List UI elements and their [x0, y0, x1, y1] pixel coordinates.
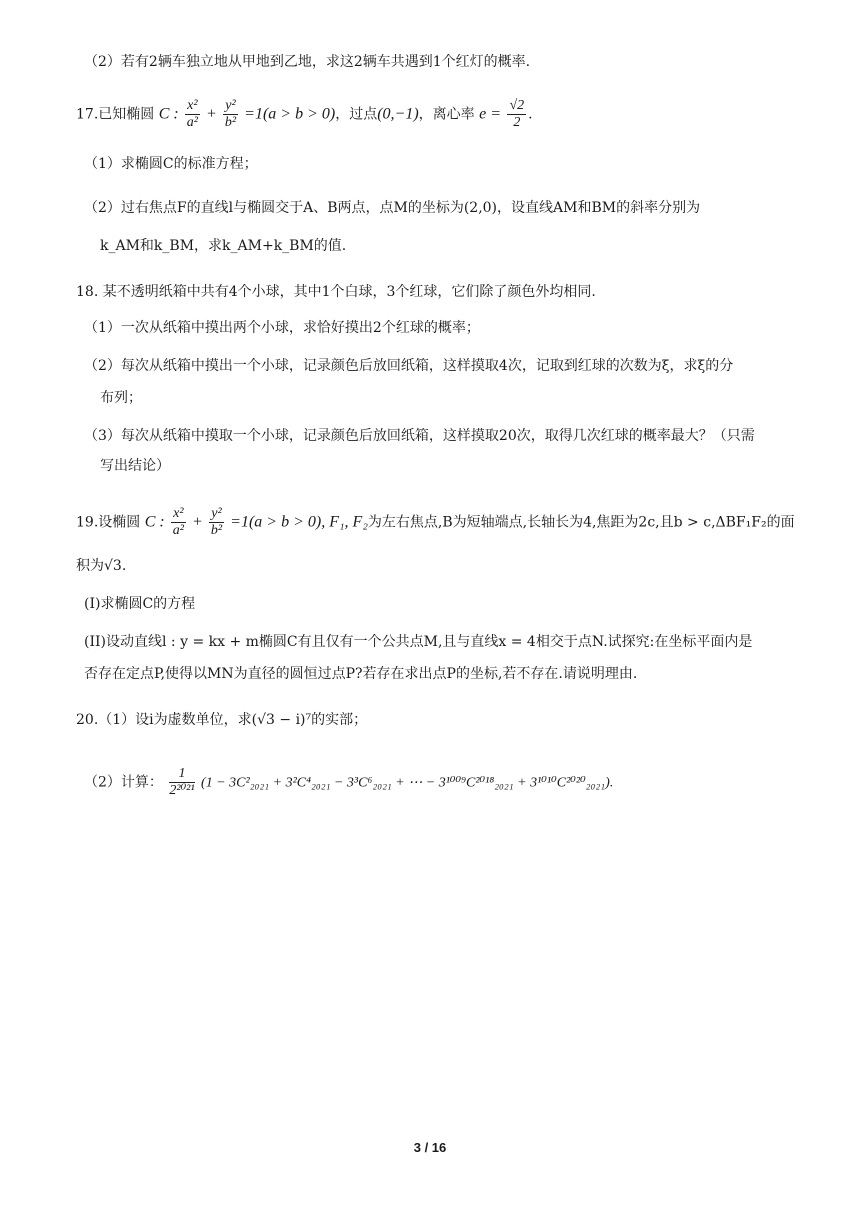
q19-frac-y-den: b²	[210, 523, 223, 538]
q17-number: 17.	[76, 106, 99, 123]
q18-part3-line2: 写出结论）	[100, 458, 170, 474]
q19-frac-x-den: a²	[172, 523, 184, 538]
q19-eq-rhs: =1(a > b > 0), F₁, F₂	[230, 513, 368, 531]
q19-stem	[76, 506, 795, 539]
q19-part2-line2: 否存在定点P,使得以MN为直径的圆恒过点P?若存在求出点P的坐标,若不存在.请说明理由.	[84, 666, 638, 682]
q17-e-den: 2	[513, 115, 521, 130]
q19-frac-x-num: x²	[173, 506, 184, 521]
q17-intro-c: ，离心率	[418, 106, 475, 123]
q17-frac-x-num: x²	[187, 98, 198, 113]
q18-part3-line1: （3）每次从纸箱中摸取一个小球，记录颜色后放回纸箱，这样摸取20次，取得几次红球的概率最大？（只需	[84, 428, 755, 444]
q19-rest: 为左右焦点,B为短轴端点,长轴长为4,焦距为2c,且b > c,ΔBF₁F₂的面	[367, 514, 795, 531]
q18-part2-line2: 布列；	[100, 390, 142, 406]
q17-intro-a: 已知椭圆	[98, 106, 155, 123]
q17-eq-c: C :	[158, 105, 179, 123]
q18-part1: （1）一次从纸箱中摸出两个小球，求恰好摸出2个红球的概率；	[84, 320, 480, 336]
q20-part2	[84, 766, 613, 799]
q17-e-num: √2	[509, 98, 525, 113]
page-number: 3 / 16	[413, 1140, 447, 1155]
q19-eq-c: C :	[144, 513, 165, 531]
q17-frac-y-den: b²	[224, 115, 237, 130]
q19-plus: +	[192, 513, 203, 531]
q17-end: .	[528, 106, 533, 123]
q19-number: 19.	[76, 514, 99, 531]
q17-frac-x-den: a²	[186, 115, 198, 130]
q19-intro-a: 设椭圆	[98, 514, 141, 531]
q17-point: (0,−1)	[377, 105, 419, 123]
q20-part2-label: （2）计算：	[84, 774, 163, 791]
q20-expr: (1 − 3C²₂₀₂₁ + 3²C⁴₂₀₂₁ − 3³C⁶₂₀₂₁ + ⋯ − 3¹⁰⁰⁹C²⁰¹⁸₂₀₂₁ + 3¹⁰¹⁰C²⁰²⁰₂₀₂₁).	[201, 775, 614, 791]
q20-frac-num: 1	[169, 766, 194, 783]
q17-frac-x	[185, 98, 199, 131]
q17-part1: （1）求椭圆C的标准方程；	[84, 156, 258, 172]
q16-part2: （2）若有2辆车独立地从甲地到乙地，求这2辆车共遇到1个红灯的概率.	[84, 54, 531, 70]
q18-part2-line1: （2）每次从纸箱中摸出一个小球，记录颜色后放回纸箱，这样摸取4次，记取到红球的次数为ξ，求ξ的分	[84, 358, 734, 374]
q19-part2-line1: (II)设动直线l : y = kx + m椭圆C有且仅有一个公共点M,且与直线x = 4相交于点N.试探究:在坐标平面内是	[84, 634, 753, 650]
q17-part2-line1: （2）过右焦点F的直线l与椭圆交于A、B两点，点M的坐标为(2,0)，设直线AM和BM的斜率分别为	[84, 200, 701, 216]
q20-part1: 20.（1）设i为虚数单位，求(√3 − i)⁷的实部；	[76, 712, 368, 728]
q19-part1: (I)求椭圆C的方程	[84, 596, 196, 612]
q19-frac-x	[171, 506, 185, 539]
q19-line2: 积为√3.	[76, 558, 127, 574]
q17-stem	[76, 98, 533, 131]
q20-frac	[169, 766, 194, 799]
q17-e-frac	[507, 98, 526, 131]
q19-frac-y-num: y²	[211, 506, 222, 521]
q17-frac-y	[223, 98, 237, 131]
q17-frac-y-num: y²	[225, 98, 236, 113]
q17-plus: +	[206, 105, 217, 123]
q17-part2-line2: k_AM和k_BM，求k_AM+k_BM的值.	[100, 238, 347, 254]
q17-e-label: e =	[479, 105, 502, 123]
q17-eq-rhs: =1(a > b > 0)	[244, 105, 336, 123]
q19-frac-y	[209, 506, 223, 539]
q17-intro-b: ，过点	[335, 106, 378, 123]
q18-stem: 18. 某不透明纸箱中共有4个小球，其中1个白球，3个红球，它们除了颜色外均相同.	[76, 284, 596, 300]
q20-frac-den: 2²⁰²¹	[169, 783, 195, 798]
